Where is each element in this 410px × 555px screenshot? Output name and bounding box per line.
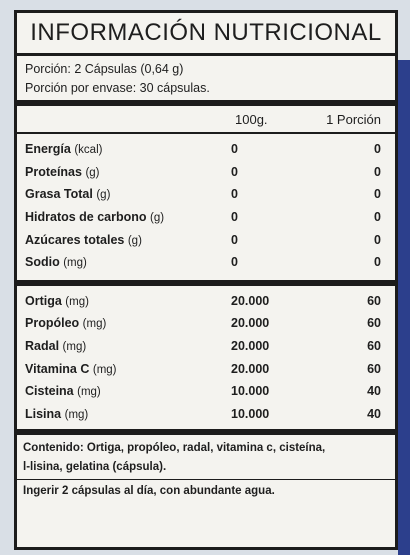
active-per100: 10.000 (231, 406, 270, 421)
active-unit: (mg) (82, 318, 107, 331)
table-row (17, 357, 395, 380)
active-name: Ortiga (25, 293, 62, 308)
active-per-portion: 60 (367, 361, 381, 376)
label-title: INFORMACIÓN NUTRICIONAL (17, 13, 395, 56)
nutrient-per100: 0 (231, 142, 238, 157)
table-row (17, 183, 395, 206)
table-row (17, 138, 395, 161)
ingredients-text (17, 435, 395, 480)
nutrient-per-portion: 0 (374, 142, 381, 157)
nutrient-per100: 0 (231, 164, 238, 179)
ingredients-line: Contenido: Ortiga, propóleo, radal, vitamina c, cisteína, (23, 442, 326, 455)
column-header-portion: 1 Porción (326, 111, 381, 127)
nutrient-unit: (g) (96, 189, 111, 202)
active-name: Vitamina C (25, 361, 90, 376)
active-name: Lisina (25, 406, 62, 421)
table-row (17, 161, 395, 184)
nutrient-unit: (g) (150, 212, 165, 225)
active-per-portion: 40 (367, 406, 381, 421)
table-row (17, 228, 395, 251)
active-name: Propóleo (25, 316, 80, 331)
nutrient-per-portion: 0 (374, 210, 381, 225)
nutrient-name: Hidratos de carbono (25, 210, 147, 225)
nutrient-per100: 0 (231, 232, 238, 247)
nutrient-unit: (g) (127, 234, 142, 247)
serving-portion: Porción: 2 Cápsulas (0,64 g) (25, 62, 184, 76)
active-per100: 10.000 (231, 384, 270, 399)
nutrient-per100: 0 (231, 210, 238, 225)
nutrient-per-portion: 0 (374, 232, 381, 247)
serving-info (17, 56, 395, 106)
active-per100: 20.000 (231, 316, 270, 331)
active-per100: 20.000 (231, 293, 270, 308)
table-row (17, 335, 395, 358)
nutrient-per-portion: 0 (374, 187, 381, 202)
nutrient-name: Grasa Total (25, 187, 93, 202)
table-row (17, 403, 395, 426)
ingredients-line: l-lisina, gelatina (cápsula). (23, 461, 167, 474)
active-unit: (mg) (92, 363, 117, 376)
nutrition-label (14, 10, 398, 550)
active-unit: (mg) (77, 386, 101, 399)
active-per100: 20.000 (231, 339, 270, 354)
table-row (17, 251, 395, 274)
dosage-text: Ingerir 2 cápsulas al día, con abundante agua. (23, 485, 275, 498)
actives-section (17, 286, 395, 436)
table-row (17, 290, 395, 313)
active-per-portion: 60 (367, 293, 381, 308)
column-header-row (17, 106, 395, 134)
nutrient-unit: (g) (85, 166, 100, 179)
active-name: Cisteina (25, 384, 74, 399)
nutrient-per100: 0 (231, 187, 238, 202)
table-row (17, 206, 395, 229)
nutrient-name: Sodio (25, 255, 60, 270)
package-edge (398, 60, 410, 555)
active-unit: (mg) (64, 408, 89, 421)
nutrient-per-portion: 0 (374, 164, 381, 179)
nutrients-section (17, 134, 395, 286)
nutrient-per100: 0 (231, 255, 238, 270)
nutrient-name: Energía (25, 142, 71, 157)
active-unit: (mg) (65, 295, 89, 308)
nutrient-unit: (mg) (63, 257, 87, 270)
nutrient-per-portion: 0 (374, 255, 381, 270)
active-unit: (mg) (62, 341, 87, 354)
active-per100: 20.000 (231, 361, 270, 376)
serving-per-container: Porción por envase: 30 cápsulas. (25, 81, 210, 95)
nutrient-name: Azúcares totales (25, 232, 125, 247)
nutrient-unit: (kcal) (74, 144, 103, 157)
column-header-100g: 100g. (235, 111, 268, 127)
active-per-portion: 40 (367, 384, 381, 399)
active-name: Radal (25, 339, 60, 354)
active-per-portion: 60 (367, 316, 381, 331)
table-row (17, 312, 395, 335)
active-per-portion: 60 (367, 339, 381, 354)
nutrient-name: Proteínas (25, 164, 82, 179)
table-row (17, 380, 395, 403)
